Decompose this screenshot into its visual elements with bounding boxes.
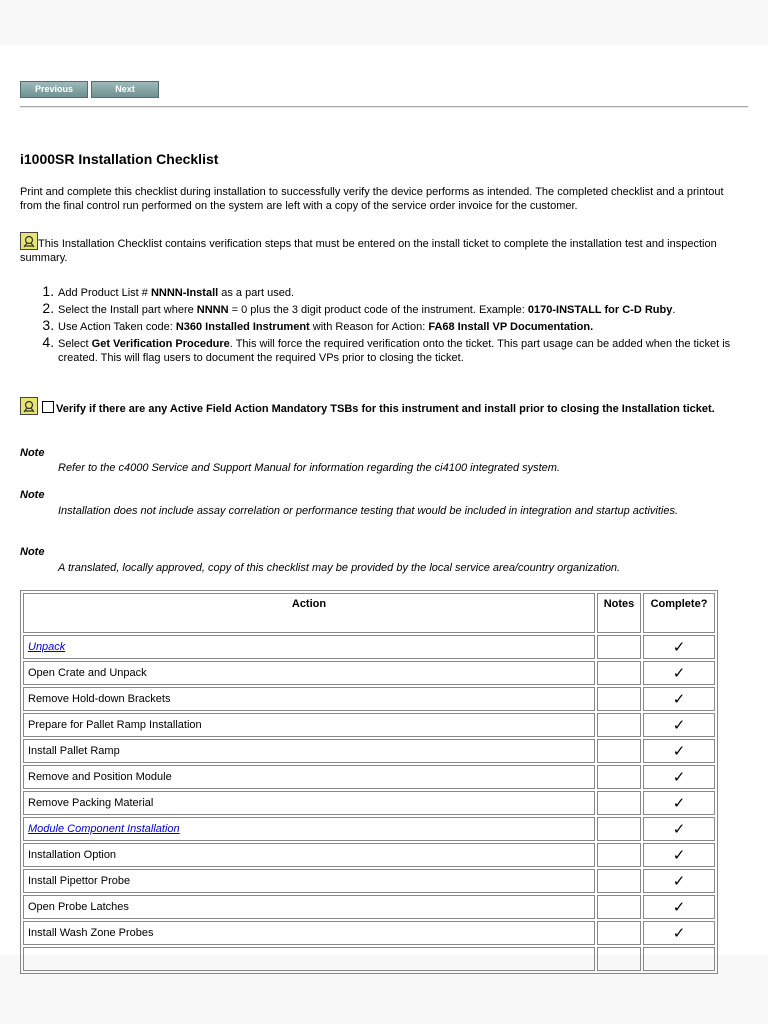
table-row [23,661,715,685]
table-row [23,817,715,841]
table-row [23,921,715,945]
complete-cell[interactable] [643,921,715,945]
page-title: i1000SR Installation Checklist [20,151,219,167]
installation-checklist-table [20,590,718,974]
complete-cell[interactable] [643,947,715,971]
checkmark-icon: ✓ [672,769,686,786]
action-cell [23,661,595,685]
checkmark-icon: ✓ [672,665,686,682]
checkmark-icon: ✓ [672,639,686,656]
notes-cell[interactable] [597,661,641,685]
step-text: NNNN-Install [150,287,219,299]
action-cell [23,791,595,815]
step-text: NNNN [196,304,229,316]
note-label: Note [20,447,45,459]
complete-cell[interactable] [643,739,715,763]
step-text: . [672,304,676,316]
step-text: Select the Install part where [58,304,197,316]
step-text: as a part used. [218,287,295,299]
complete-cell[interactable] [643,817,715,841]
action-cell [23,713,595,737]
action-text: Install Wash Zone Probes [28,927,154,939]
nav-buttons [20,81,159,98]
note-label: Note [20,546,45,558]
action-cell [23,765,595,789]
checkmark-icon: ✓ [672,795,686,812]
step-text: N360 Installed Instrument [175,321,310,333]
checkmark-icon: ✓ [672,847,686,864]
header-divider [20,106,748,108]
action-cell [23,739,595,763]
complete-cell[interactable] [643,765,715,789]
action-text: Open Probe Latches [28,901,129,913]
verify-tsb-checkbox[interactable] [42,401,54,413]
checkmark-icon: ✓ [672,899,686,916]
complete-cell[interactable] [643,635,715,659]
notes-cell[interactable] [597,843,641,867]
table-row [23,869,715,893]
action-column-header: Action [23,593,595,633]
notes-cell[interactable] [597,739,641,763]
note-label: Note [20,489,45,501]
note-text: Refer to the c4000 Service and Support Manual for information regarding the ci4100 integrated system. [58,462,561,474]
action-cell [23,895,595,919]
complete-cell[interactable] [643,895,715,919]
note-text: A translated, locally approved, copy of this checklist may be provided by the local service area/country organization. [58,562,621,574]
step-text: = 0 plus the 3 digit product code of the instrument. Example: [228,304,528,316]
complete-cell[interactable] [643,661,715,685]
action-text: Install Pallet Ramp [28,745,120,757]
table-row [23,687,715,711]
install-step [58,284,768,300]
notes-cell[interactable] [597,869,641,893]
note-text: Installation does not include assay correlation or performance testing that would be included in integration and startup activities. [58,505,679,517]
table-header-row [23,593,715,633]
complete-cell[interactable] [643,713,715,737]
notes-cell[interactable] [597,817,641,841]
step-text: Get Verification Procedure [91,338,230,350]
table-row [23,635,715,659]
step-text: with Reason for Action: [309,321,429,333]
checkmark-icon: ✓ [672,743,686,760]
verify-tsb-line [20,397,748,416]
step-text: Use Action Taken code: [58,321,176,333]
previous-button[interactable]: Previous [20,81,88,98]
step-text: 0170-INSTALL for C-D Ruby [527,304,673,316]
install-step [58,301,768,317]
table-row [23,895,715,919]
caution-icon [20,397,38,415]
table-row [23,843,715,867]
action-cell [23,921,595,945]
complete-cell[interactable] [643,869,715,893]
verify-tsb-text: Verify if there are any Active Field Action Mandatory TSBs for this instrument and install prior to closing the Installation ticket. [56,403,715,415]
complete-cell[interactable] [643,687,715,711]
install-step [58,318,768,334]
checkmark-icon: ✓ [672,873,686,890]
action-text: Install Pipettor Probe [28,875,131,887]
table-row [23,765,715,789]
caution-icon [20,232,38,250]
step-text: . This will force the required verification onto the ticket. This part usage can be added when the ticket is created. This will flag users to document the required VPs prior to closing the ticket. [58,338,731,364]
step-text: Select [58,338,92,350]
complete-cell[interactable] [643,791,715,815]
checkmark-icon: ✓ [672,691,686,708]
intro-paragraph: Print and complete this checklist during installation to successfully verify the device performs as intended. The completed checklist and a printout from the final control run performed on the system are left with a copy of the service order invoice for the customer. [20,186,724,212]
document-page [0,45,768,955]
install-step [58,335,768,365]
notes-column-header: Notes [597,593,641,633]
notes-cell[interactable] [597,791,641,815]
action-text: Prepare for Pallet Ramp Installation [28,719,202,731]
action-cell [23,869,595,893]
install-ticket-note [20,232,748,265]
step-text: FA68 Install VP Documentation. [428,321,594,333]
install-ticket-note-text: This Installation Checklist contains verification steps that must be entered on the install ticket to complete the installation test and inspection summary. [20,238,717,264]
action-text: Remove and Position Module [28,771,172,783]
table-row [23,739,715,763]
notes-cell[interactable] [597,895,641,919]
notes-cell[interactable] [597,765,641,789]
action-text: Remove Packing Material [28,797,154,809]
checkmark-icon: ✓ [672,717,686,734]
notes-cell[interactable] [597,635,641,659]
checkmark-icon: ✓ [672,821,686,838]
action-cell [23,687,595,711]
complete-cell[interactable] [643,843,715,867]
section-link[interactable]: Unpack [28,641,66,653]
action-text: Installation Option [28,849,117,861]
table-row [23,713,715,737]
action-cell [23,843,595,867]
notes-cell[interactable] [597,687,641,711]
section-link[interactable]: Module Component Installation [28,823,180,835]
action-text: Open Crate and Unpack [28,667,147,679]
complete-column-header: Complete? [643,593,715,633]
action-text: Remove Hold-down Brackets [28,693,171,705]
notes-cell[interactable] [597,947,641,971]
action-cell [23,635,595,659]
next-button[interactable]: Next [91,81,159,98]
action-cell [23,817,595,841]
install-steps-list [20,284,768,366]
checkmark-icon: ✓ [672,925,686,942]
action-cell [23,947,595,971]
step-text: Add Product List # [58,287,151,299]
table-row [23,947,715,971]
notes-cell[interactable] [597,713,641,737]
table-row [23,791,715,815]
notes-cell[interactable] [597,921,641,945]
